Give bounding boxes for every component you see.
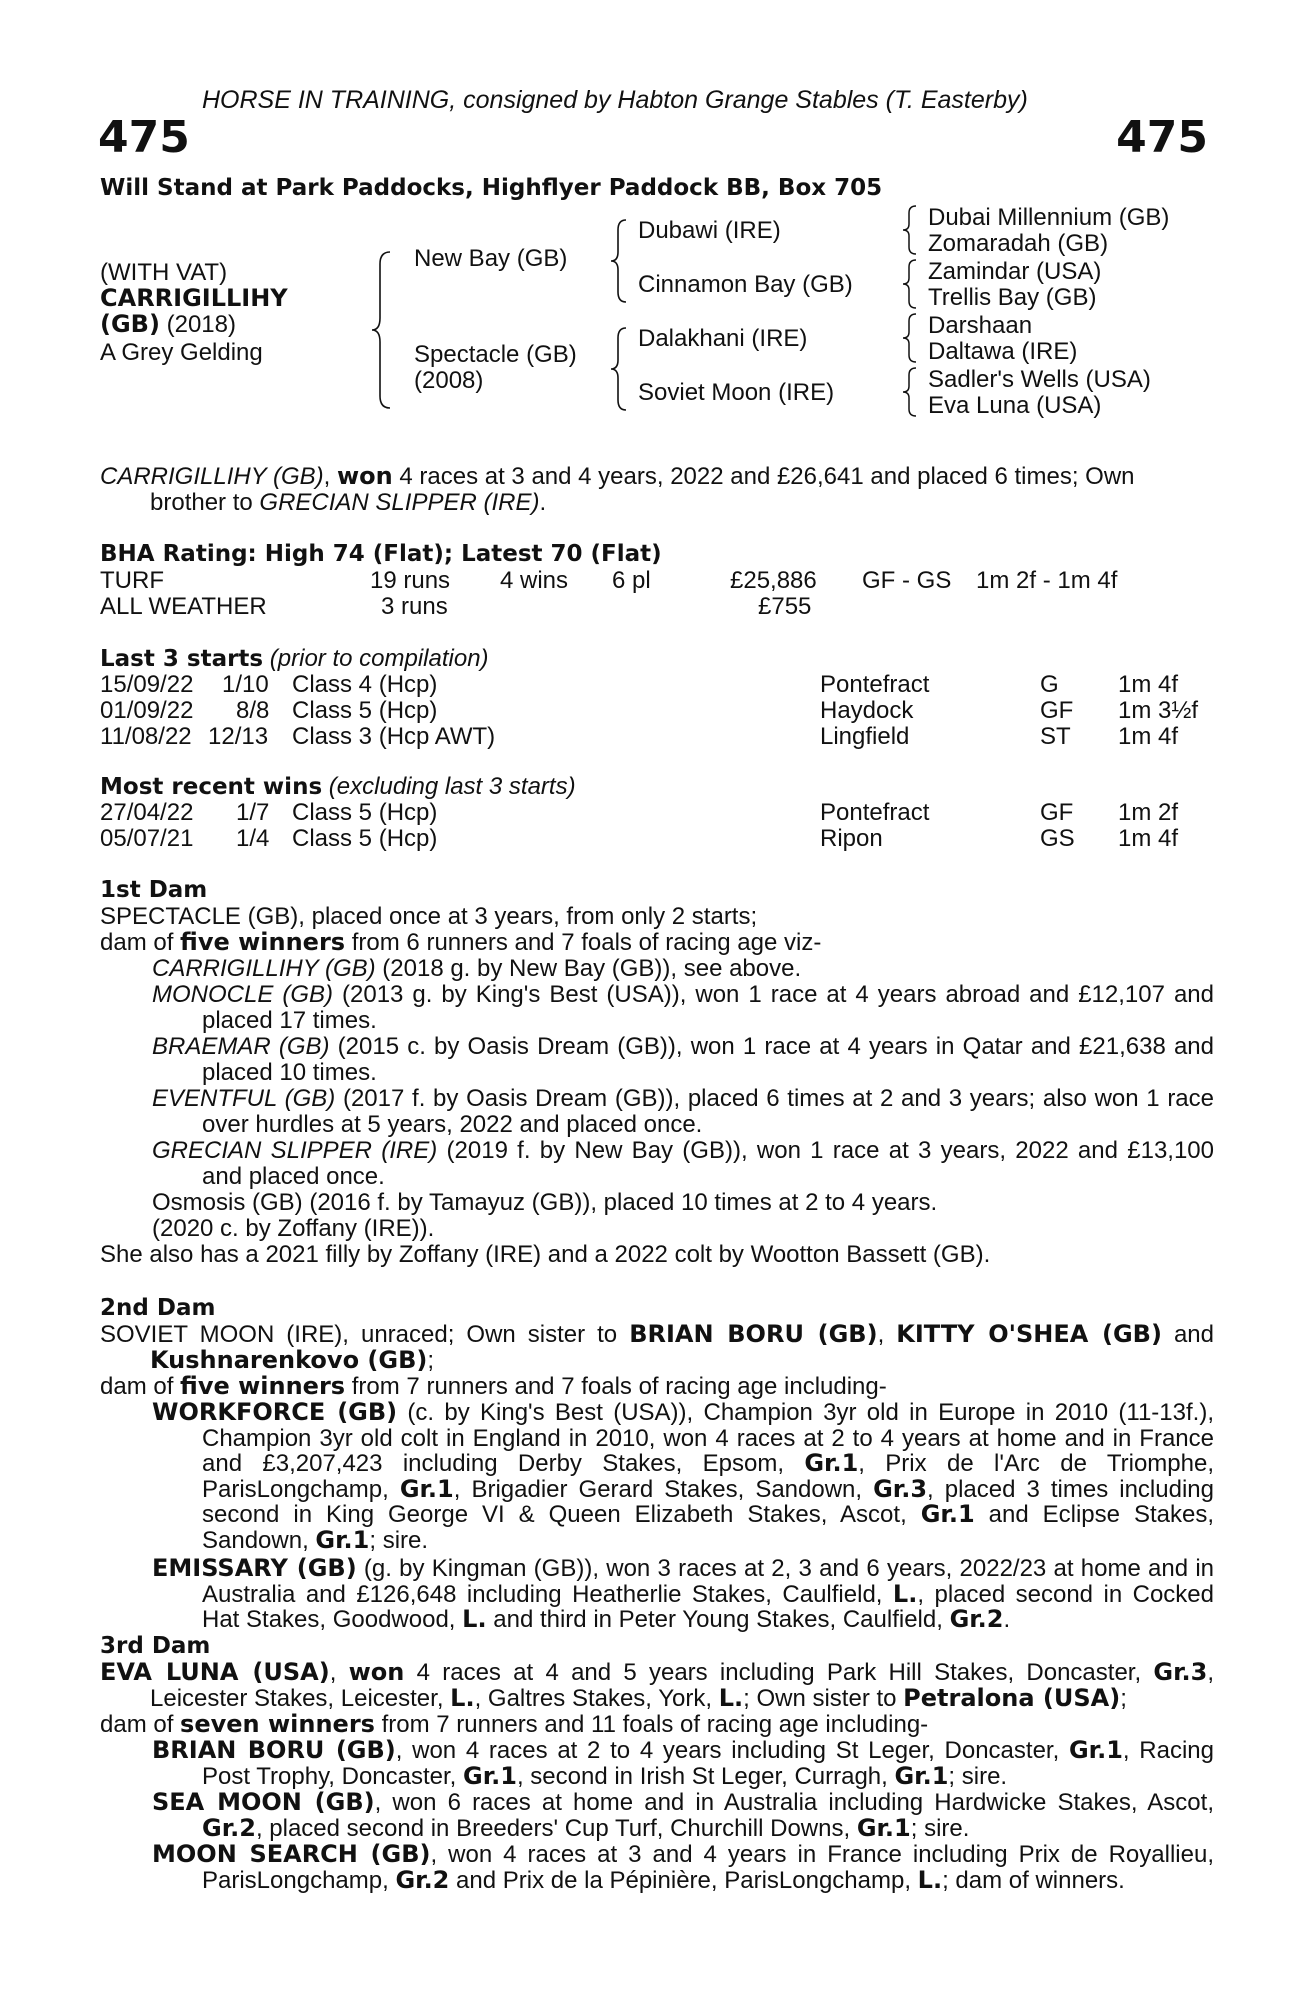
first-dam-line-1: SPECTACLE (GB), placed once at 3 years, from only 2 starts;: [100, 903, 758, 930]
pedigree-g5: Darshaan: [928, 312, 1033, 339]
summary-line-2: brother to GRECIAN SLIPPER (IRE).: [150, 489, 547, 516]
first-dam-offspring: Osmosis (GB) (2016 f. by Tamayuz (GB)), placed 10 times at 2 to 4 years.: [152, 1189, 938, 1216]
third-dam-line-1: EVA LUNA (USA), won 4 races at 4 and 5 years including Park Hill Stakes, Doncaster, Gr.3, Leicester Stakes, Leicester, L., Galtres Stakes, York, L.; Own sister to Petralona (USA);: [100, 1658, 1215, 1712]
vat-status: (WITH VAT): [100, 259, 228, 286]
second-dam-heading: 2nd Dam: [100, 1295, 216, 1321]
pedigree-g2: Zomaradah (GB): [928, 230, 1109, 257]
horse-description: A Grey Gelding: [100, 339, 263, 366]
first-dam-offspring: (2020 c. by Zoffany (IRE)).: [152, 1215, 435, 1242]
pedigree-sire-dam: Cinnamon Bay (GB): [638, 271, 853, 298]
pedigree-brace-dam: [608, 326, 632, 412]
second-dam-offspring-workforce: WORKFORCE (GB) (c. by King's Best (USA)), Champion 3yr old in Europe in 2010 (11-13f.), Champion 3yr old colt in England in 2010, won 4 races at 2 to 4 years at home and in France and £3,207,423 including Derby Stakes, Epsom, Gr.1, Prix de l'Arc de Triomphe, ParisLongchamp, Gr.1, Brigadier Gerard Stakes, Sandown, Gr.3, placed 3 times including second in King George VI & Queen Elizabeth Stakes, Ascot, Gr.1 and Eclipse Stakes, Sandown, Gr.1; sire.: [152, 1398, 1215, 1554]
first-dam-offspring: CARRIGILLIHY (GB) (2018 g. by New Bay (GB)), see above.: [152, 955, 802, 982]
first-dam-offspring: BRAEMAR (GB) (2015 c. by Oasis Dream (GB)), won 1 race at 4 years in Qatar and £21,638 and placed 10 times.: [152, 1033, 1215, 1086]
consignment-line: HORSE IN TRAINING, consigned by Habton Grange Stables (T. Easterby): [202, 86, 1028, 114]
pedigree-g7: Sadler's Wells (USA): [928, 366, 1151, 393]
third-dam-offspring-brian-boru: BRIAN BORU (GB), won 4 races at 2 to 4 years including St Leger, Doncaster, Gr.1, Racing Post Trophy, Doncaster, Gr.1, second in Irish St Leger, Curragh, Gr.1; sire.: [152, 1736, 1214, 1790]
first-dam-offspring: GRECIAN SLIPPER (IRE) (2019 f. by New Bay (GB)), won 1 race at 3 years, 2022 and £13,100 and placed once.: [152, 1137, 1214, 1190]
bha-rating-title: BHA Rating: High 74 (Flat); Latest 70 (Flat): [100, 541, 662, 567]
pedigree-dam-year: (2008): [414, 367, 484, 394]
lot-number-left: 475: [98, 112, 190, 163]
second-dam-offspring-emissary: EMISSARY (GB) (g. by Kingman (GB)), won 3 races at 2, 3 and 6 years, 2022/23 at home and in Australia and £126,648 including Heatherlie Stakes, Caulfield, L., placed second in Cocked Hat Stakes, Goodwood, L. and third in Peter Young Stakes, Caulfield, Gr.2.: [152, 1554, 1214, 1634]
second-dam-line-1: SOVIET MOON (IRE), unraced; Own sister to BRIAN BORU (GB), KITTY O'SHEA (GB) and Kushnarenkovo (GB);: [100, 1320, 1215, 1374]
pedigree-sire-sire: Dubawi (IRE): [638, 217, 781, 244]
pedigree-brace-g2: [900, 258, 922, 310]
first-dam-heading: 1st Dam: [100, 877, 208, 903]
pedigree-g3: Zamindar (USA): [928, 258, 1102, 285]
second-dam-line-2: dam of five winners from 7 runners and 7 foals of racing age including-: [100, 1372, 887, 1400]
pedigree-brace-main: [368, 250, 398, 410]
pedigree-brace-g3: [900, 312, 922, 364]
first-dam-foals-note: She also has a 2021 filly by Zoffany (IRE) and a 2022 colt by Wootton Bassett (GB).: [100, 1241, 991, 1268]
first-dam-offspring: EVENTFUL (GB) (2017 f. by Oasis Dream (GB)), placed 6 times at 2 and 3 years; also won 1 race over hurdles at 5 years, 2022 and placed once.: [152, 1085, 1215, 1138]
pedigree-brace-g4: [900, 366, 922, 418]
first-dam-offspring: MONOCLE (GB) (2013 g. by King's Best (USA)), won 1 race at 4 years abroad and £12,107 and placed 17 times.: [152, 981, 1215, 1034]
third-dam-offspring-sea-moon: SEA MOON (GB), won 6 races at home and in Australia including Hardwicke Stakes, Ascot, Gr.2, placed second in Breeders' Cup Turf, Churchill Downs, Gr.1; sire.: [152, 1788, 1214, 1842]
stand-location: Will Stand at Park Paddocks, Highflyer Paddock BB, Box 705: [100, 175, 883, 201]
horse-name: CARRIGILLIHY: [100, 284, 288, 312]
first-dam-line-2: dam of five winners from 6 runners and 7 foals of racing age viz-: [100, 928, 822, 956]
pedigree-dam-sire: Dalakhani (IRE): [638, 325, 808, 352]
pedigree-g6: Daltawa (IRE): [928, 338, 1078, 365]
pedigree-dam-dam: Soviet Moon (IRE): [638, 379, 835, 406]
pedigree-g1: Dubai Millennium (GB): [928, 204, 1170, 231]
lot-number-right: 475: [1116, 112, 1208, 163]
pedigree-brace-g1: [900, 204, 922, 256]
pedigree-dam: Spectacle (GB): [414, 341, 577, 368]
pedigree-brace-sire: [608, 218, 632, 304]
pedigree-g4: Trellis Bay (GB): [928, 284, 1097, 311]
third-dam-line-2: dam of seven winners from 7 runners and 11 foals of racing age including-: [100, 1710, 929, 1738]
horse-name-line2: (GB) (2018): [100, 310, 236, 338]
pedigree-g8: Eva Luna (USA): [928, 392, 1102, 419]
summary-line-1: CARRIGILLIHY (GB), won 4 races at 3 and 4 years, 2022 and £26,641 and placed 6 times; Own: [100, 462, 1135, 490]
recent-wins-title: Most recent wins (excluding last 3 starts): [100, 773, 576, 800]
last3-title: Last 3 starts (prior to compilation): [100, 645, 489, 672]
third-dam-heading: 3rd Dam: [100, 1633, 211, 1659]
pedigree-sire: New Bay (GB): [414, 245, 568, 272]
third-dam-offspring-moon-search: MOON SEARCH (GB), won 4 races at 3 and 4 years in France including Prix de Royallieu, ParisLongchamp, Gr.2 and Prix de la Pépinière, ParisLongchamp, L.; dam of winners.: [152, 1840, 1214, 1894]
